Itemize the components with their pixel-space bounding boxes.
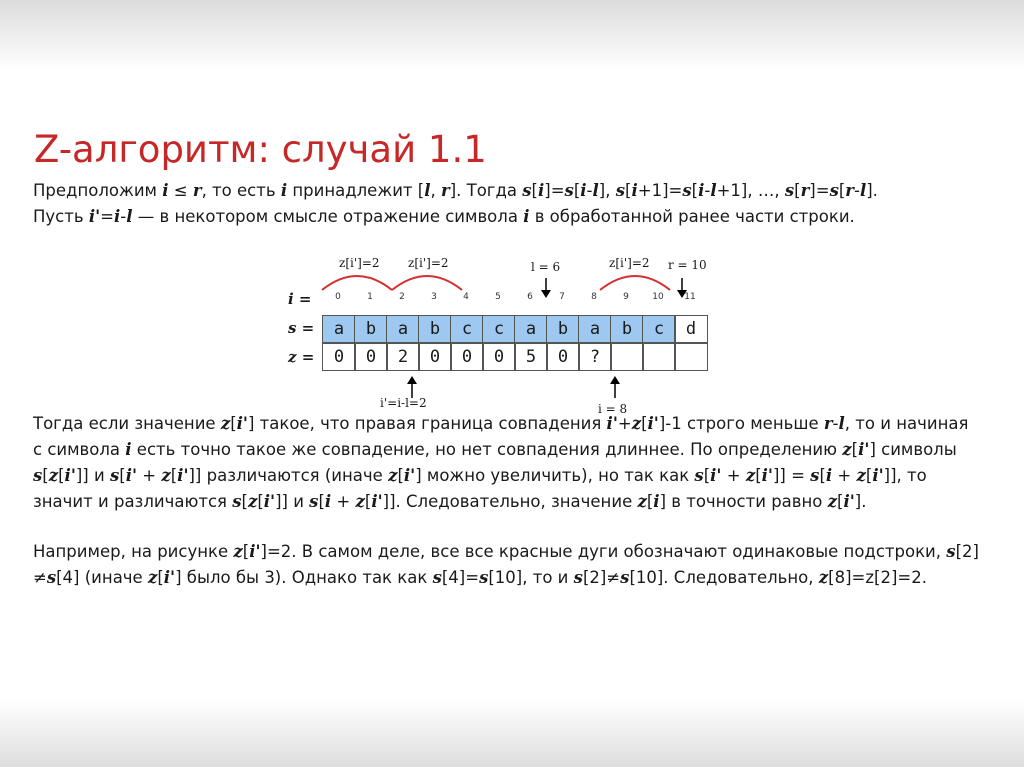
annotation-z-middle: z[i']=2 bbox=[408, 256, 449, 270]
explanation-line-1 bbox=[33, 411, 1003, 437]
z-cell: 0 bbox=[482, 343, 516, 371]
math-var: s bbox=[479, 568, 489, 587]
z-algorithm-diagram bbox=[282, 252, 742, 417]
math-var: s bbox=[946, 542, 956, 561]
z-cell bbox=[674, 343, 708, 371]
text-run: с символа bbox=[33, 440, 126, 459]
text-run: = bbox=[100, 207, 114, 226]
math-var: i' bbox=[761, 466, 773, 485]
math-var: i bbox=[580, 181, 587, 200]
text-run: [ bbox=[58, 466, 65, 485]
text-run: [4]= bbox=[441, 568, 480, 587]
text-run: ]. bbox=[854, 492, 867, 511]
text-run: [ bbox=[703, 466, 711, 485]
z-cell bbox=[642, 343, 676, 371]
math-var: i bbox=[280, 181, 288, 200]
text-run: ], bbox=[598, 181, 616, 200]
math-var: s bbox=[573, 568, 583, 587]
paragraph-intro bbox=[33, 178, 1003, 230]
text-run: [ bbox=[318, 492, 325, 511]
math-var: i bbox=[537, 181, 545, 200]
s-cell: b bbox=[546, 315, 580, 343]
math-var: i' bbox=[88, 207, 101, 226]
z-cell: ? bbox=[578, 343, 612, 371]
math-var: z bbox=[247, 492, 258, 511]
text-run: [ bbox=[364, 492, 372, 511]
text-run: есть точно такое же совпадение, но нет совпадения длиннее. По определению bbox=[131, 440, 843, 459]
z-cell: 5 bbox=[514, 343, 548, 371]
math-var: z bbox=[48, 466, 59, 485]
math-var: s bbox=[46, 568, 57, 587]
math-var: i bbox=[698, 181, 705, 200]
index-label: 0 bbox=[335, 292, 341, 302]
text-run: - bbox=[704, 181, 711, 200]
math-var: z bbox=[856, 466, 866, 485]
math-var: z bbox=[220, 414, 231, 433]
text-run: , то и начиная bbox=[844, 414, 969, 433]
math-var: z bbox=[161, 466, 171, 485]
annotation-l: l = 6 bbox=[531, 260, 561, 274]
text-run: [2]=2. bbox=[874, 568, 927, 587]
text-run: ]-1 строго меньше bbox=[658, 414, 824, 433]
text-run: ] можно увеличить), но так как bbox=[415, 466, 695, 485]
example-line-2 bbox=[33, 565, 1003, 591]
math-var: l bbox=[859, 181, 867, 200]
text-run: [ bbox=[531, 181, 538, 200]
math-var: i' bbox=[64, 466, 76, 485]
math-var: z bbox=[818, 568, 829, 587]
text-run: ]] = bbox=[772, 466, 811, 485]
s-cell: a bbox=[578, 315, 612, 343]
math-var: z bbox=[233, 542, 243, 561]
text-run: ]=2. В самом деле, все все красные дуги обозначают одинаковые подстроки, bbox=[260, 542, 947, 561]
text-run: [4] (иначе bbox=[56, 568, 148, 587]
explanation-line-3 bbox=[33, 463, 1003, 489]
text-run: [10]. Следовательно, bbox=[629, 568, 819, 587]
explanation-line-4 bbox=[33, 489, 1003, 515]
text-run: [ bbox=[641, 414, 648, 433]
text-run: - bbox=[854, 181, 860, 200]
index-label: 11 bbox=[684, 292, 696, 302]
math-var: z bbox=[745, 466, 756, 485]
text-run: ≠ bbox=[33, 568, 47, 587]
math-var: i' bbox=[606, 414, 618, 433]
math-var: i' bbox=[872, 466, 884, 485]
s-cell: b bbox=[354, 315, 388, 343]
row-label-s: s = bbox=[288, 319, 315, 337]
slide-title: Z-алгоритм: случай 1.1 bbox=[34, 128, 487, 171]
math-var: i bbox=[653, 492, 660, 511]
arrow-iprime-head bbox=[407, 376, 417, 384]
intro-line-2 bbox=[33, 204, 1003, 230]
text-run: ≤ bbox=[168, 181, 193, 200]
text-run: [ bbox=[230, 414, 237, 433]
math-var: i bbox=[825, 466, 833, 485]
math-var: i' bbox=[403, 466, 416, 485]
index-label: 1 bbox=[367, 292, 373, 302]
s-cell: b bbox=[610, 315, 644, 343]
text-run: + bbox=[832, 466, 857, 485]
text-run: + bbox=[721, 466, 746, 485]
text-run: [ bbox=[794, 181, 801, 200]
annotation-z-right: z[i']=2 bbox=[609, 256, 650, 270]
s-cell: c bbox=[482, 315, 516, 343]
math-var: r bbox=[845, 181, 854, 200]
math-var: i bbox=[631, 181, 638, 200]
math-var: i' bbox=[263, 492, 276, 511]
row-label-i: i = bbox=[288, 290, 312, 308]
text-run: +1]= bbox=[637, 181, 683, 200]
text-run: + bbox=[137, 466, 162, 485]
text-run: [2] bbox=[955, 542, 979, 561]
math-var: s bbox=[810, 466, 820, 485]
text-run: [ bbox=[257, 492, 264, 511]
text-run: Например, на рисунке bbox=[33, 542, 234, 561]
arc-right bbox=[600, 276, 670, 290]
math-var: r bbox=[192, 181, 202, 200]
math-var: i' bbox=[249, 542, 261, 561]
text-run: [ bbox=[646, 492, 654, 511]
arc-left-1 bbox=[322, 276, 392, 290]
math-var: i' bbox=[710, 466, 722, 485]
s-cell: a bbox=[322, 315, 356, 343]
text-run: + bbox=[617, 414, 632, 433]
text-run: [2]≠ bbox=[582, 568, 621, 587]
math-var: s bbox=[564, 181, 574, 200]
text-run: ]= bbox=[809, 181, 830, 200]
index-label: 3 bbox=[431, 292, 437, 302]
text-run: - bbox=[120, 207, 127, 226]
math-var: r bbox=[823, 414, 833, 433]
text-run: [ bbox=[573, 181, 581, 200]
s-cell: a bbox=[514, 315, 548, 343]
math-var: z bbox=[827, 492, 838, 511]
text-run: ] в точности равно bbox=[659, 492, 828, 511]
text-run: , bbox=[430, 181, 441, 200]
math-var: i' bbox=[843, 492, 855, 511]
s-cell: c bbox=[642, 315, 676, 343]
text-run: ]] и bbox=[275, 492, 310, 511]
z-cell: 0 bbox=[418, 343, 452, 371]
example-line-1 bbox=[33, 539, 1003, 565]
text-run: ]. bbox=[866, 181, 878, 200]
s-cell: a bbox=[386, 315, 420, 343]
math-var: z bbox=[388, 466, 398, 485]
math-var: i' bbox=[371, 492, 383, 511]
text-run: [ bbox=[242, 542, 250, 561]
text-run: [ bbox=[157, 568, 164, 587]
index-label: 8 bbox=[591, 292, 597, 302]
index-label: 4 bbox=[463, 292, 469, 302]
arrow-i-head bbox=[610, 376, 620, 384]
text-run: - bbox=[586, 181, 593, 200]
math-var: l bbox=[424, 181, 431, 200]
annotation-r: r = 10 bbox=[668, 258, 707, 272]
math-var: z bbox=[842, 440, 852, 459]
text-run: ]. Тогда bbox=[449, 181, 523, 200]
math-var: s bbox=[784, 181, 795, 200]
text-run: [ bbox=[755, 466, 762, 485]
math-var: z bbox=[637, 492, 647, 511]
s-cell: d bbox=[674, 315, 708, 343]
z-cell: 0 bbox=[450, 343, 484, 371]
math-var: l bbox=[838, 414, 845, 433]
math-var: l bbox=[710, 181, 717, 200]
text-run: [ bbox=[837, 492, 844, 511]
z-cell: 0 bbox=[322, 343, 356, 371]
text-run: [ bbox=[241, 492, 248, 511]
text-run: ]= bbox=[544, 181, 565, 200]
math-var: l bbox=[126, 207, 133, 226]
z-cell: 0 bbox=[354, 343, 388, 371]
math-var: s bbox=[33, 466, 43, 485]
math-var: s bbox=[109, 466, 120, 485]
index-label: 7 bbox=[559, 292, 565, 302]
annotation-i: i = 8 bbox=[598, 402, 628, 416]
text-run: [ bbox=[838, 181, 846, 200]
text-run: ]], то bbox=[883, 466, 927, 485]
s-cell: b bbox=[418, 315, 452, 343]
text-run: значит и различаются bbox=[33, 492, 233, 511]
math-var: s bbox=[829, 181, 839, 200]
text-run: [ bbox=[170, 466, 178, 485]
math-var: z bbox=[147, 568, 158, 587]
text-run: принадлежит [ bbox=[287, 181, 425, 200]
text-run: [ bbox=[819, 466, 826, 485]
text-run: , то есть bbox=[201, 181, 281, 200]
math-var: s bbox=[522, 181, 532, 200]
math-var: i bbox=[324, 492, 332, 511]
math-var: s bbox=[432, 568, 442, 587]
top-shade bbox=[0, 0, 1024, 70]
paragraph-explanation bbox=[33, 411, 1003, 515]
text-run: [ bbox=[42, 466, 49, 485]
text-run: Предположим bbox=[33, 181, 163, 200]
text-run: [8]= bbox=[828, 568, 866, 587]
text-run: Тогда если значение bbox=[33, 414, 221, 433]
math-var: i bbox=[113, 207, 121, 226]
math-var: s bbox=[694, 466, 704, 485]
text-run: - bbox=[832, 414, 839, 433]
text-run: ] символы bbox=[869, 440, 957, 459]
text-run: — в некотором смысле отражение символа bbox=[132, 207, 524, 226]
annotation-z-left: z[i']=2 bbox=[339, 256, 380, 270]
math-var: s bbox=[615, 181, 626, 200]
math-var: i' bbox=[647, 414, 659, 433]
math-var: s bbox=[232, 492, 242, 511]
arc-left-2 bbox=[392, 276, 462, 290]
math-var: i' bbox=[125, 466, 138, 485]
index-label: 9 bbox=[623, 292, 629, 302]
text-run: [ bbox=[865, 466, 873, 485]
text-run: ]] различаются (иначе bbox=[188, 466, 389, 485]
math-var: i' bbox=[163, 568, 176, 587]
text-run: [ bbox=[119, 466, 126, 485]
paragraph-example bbox=[33, 539, 1003, 591]
math-var: s bbox=[620, 568, 630, 587]
text-run: [ bbox=[625, 181, 632, 200]
s-cell: c bbox=[450, 315, 484, 343]
math-var: z bbox=[355, 492, 365, 511]
bottom-shade bbox=[0, 700, 1024, 767]
text-run: [ bbox=[691, 181, 699, 200]
math-var: i' bbox=[236, 414, 248, 433]
math-var: s bbox=[682, 181, 692, 200]
annotation-iprime: i'=i-l=2 bbox=[380, 396, 427, 410]
math-var: s bbox=[309, 492, 319, 511]
index-label: 2 bbox=[399, 292, 405, 302]
explanation-line-2 bbox=[33, 437, 1003, 463]
text-run: ] было бы 3). Однако так как bbox=[175, 568, 433, 587]
z-cell: 2 bbox=[386, 343, 420, 371]
row-label-z: z = bbox=[288, 348, 315, 366]
math-var: i bbox=[162, 181, 169, 200]
math-var: i' bbox=[177, 466, 189, 485]
index-label: 10 bbox=[652, 292, 664, 302]
z-cell: 0 bbox=[546, 343, 580, 371]
index-label: 6 bbox=[527, 292, 533, 302]
text-run: ]] и bbox=[75, 466, 110, 485]
z-cell bbox=[610, 343, 644, 371]
intro-line-1 bbox=[33, 178, 1003, 204]
math-var: r bbox=[800, 181, 810, 200]
text-run: Пусть bbox=[33, 207, 89, 226]
text-run: [ bbox=[851, 440, 859, 459]
math-var: r bbox=[441, 181, 450, 200]
text-run: ]]. Следовательно, значение bbox=[382, 492, 638, 511]
text-run: в обработанной ранее части строки. bbox=[529, 207, 855, 226]
text-run: z bbox=[865, 568, 875, 587]
index-label: 5 bbox=[495, 292, 501, 302]
math-var: i bbox=[523, 207, 530, 226]
text-run: [ bbox=[397, 466, 404, 485]
math-var: i bbox=[125, 440, 132, 459]
text-run: +1], …, bbox=[716, 181, 785, 200]
math-var: l bbox=[592, 181, 599, 200]
math-var: z bbox=[631, 414, 642, 433]
math-var: i' bbox=[858, 440, 870, 459]
text-run: ] такое, что правая граница совпадения bbox=[247, 414, 607, 433]
text-run: [10], то и bbox=[488, 568, 574, 587]
text-run: + bbox=[331, 492, 356, 511]
